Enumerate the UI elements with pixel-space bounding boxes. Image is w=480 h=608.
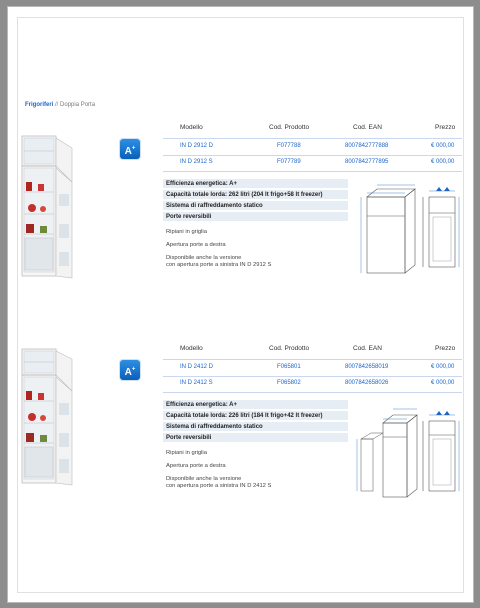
table-row xyxy=(163,359,462,377)
breadcrumb xyxy=(25,102,95,108)
column-header-model: Modello xyxy=(180,345,203,352)
spec-capacity: Capacità totale lorda: 226 litri (184 lt frigo+42 lt freezer) xyxy=(163,411,348,421)
column-header-model: Modello xyxy=(180,124,203,131)
breadcrumb-separator: // xyxy=(53,102,61,108)
fridge-image xyxy=(20,134,74,282)
product-code-cell: F077788 xyxy=(277,143,301,149)
energy-class-label: A+ xyxy=(124,146,136,158)
column-header-product-code: Cod. Prodotto xyxy=(269,345,310,352)
column-header-ean: Cod. EAN xyxy=(353,124,382,131)
dimension-diagram xyxy=(353,403,465,499)
price-cell: € 000,00 xyxy=(431,143,455,149)
model-cell: IN D 2912 S xyxy=(180,159,213,165)
ean-cell: 8007842777895 xyxy=(345,159,389,165)
product-code-cell: F065802 xyxy=(277,380,301,386)
spec-capacity: Capacità totale lorda: 262 litri (204 lt frigo+58 lt freezer) xyxy=(163,190,348,200)
table-row xyxy=(163,138,462,156)
spec-energy-efficiency: Efficienza energetica: A+ xyxy=(163,179,348,189)
feature-item: Disponibile anche la versione xyxy=(166,255,242,261)
feature-item: Apertura porte a destra xyxy=(166,242,226,248)
model-cell: IN D 2412 S xyxy=(180,380,213,386)
price-cell: € 000,00 xyxy=(431,380,455,386)
dimension-diagram xyxy=(353,183,465,275)
spec-cooling-system: Sistema di raffreddamento statico xyxy=(163,201,348,211)
ean-cell: 8007842777888 xyxy=(345,143,389,149)
product-code-cell: F077789 xyxy=(277,159,301,165)
column-header-ean: Cod. EAN xyxy=(353,345,382,352)
catalog-page xyxy=(7,6,474,603)
breadcrumb-category: Frigoriferi xyxy=(25,102,54,108)
energy-class-label: A+ xyxy=(124,367,136,379)
feature-item: Disponibile anche la versione xyxy=(166,476,242,482)
product-code-cell: F065801 xyxy=(277,364,301,370)
feature-item: con apertura porte a sinistra IN D 2412 S xyxy=(166,483,272,489)
price-cell: € 000,00 xyxy=(431,364,455,370)
column-header-price: Prezzo xyxy=(435,345,456,352)
fridge-image xyxy=(20,347,74,489)
table-row xyxy=(163,376,462,393)
breadcrumb-subcategory: Doppia Porta xyxy=(60,102,96,108)
column-header-product-code: Cod. Prodotto xyxy=(269,124,310,131)
model-cell: IN D 2412 D xyxy=(180,364,214,370)
price-cell: € 000,00 xyxy=(431,159,455,165)
spec-reversible-doors: Porte reversibili xyxy=(163,433,348,443)
feature-item: Ripiani in griglia xyxy=(166,229,207,235)
column-header-price: Prezzo xyxy=(435,124,456,131)
energy-class-badge xyxy=(120,360,140,380)
feature-item: Apertura porte a destra xyxy=(166,463,226,469)
feature-item: Ripiani in griglia xyxy=(166,450,207,456)
feature-item: con apertura porte a sinistra IN D 2912 S xyxy=(166,262,272,268)
ean-cell: 8007842658026 xyxy=(345,380,389,386)
energy-class-badge xyxy=(120,139,140,159)
spec-cooling-system: Sistema di raffreddamento statico xyxy=(163,422,348,432)
spec-energy-efficiency: Efficienza energetica: A+ xyxy=(163,400,348,410)
spec-reversible-doors: Porte reversibili xyxy=(163,212,348,222)
ean-cell: 8007842658019 xyxy=(345,364,389,370)
model-cell: IN D 2912 D xyxy=(180,143,214,149)
table-row xyxy=(163,155,462,172)
